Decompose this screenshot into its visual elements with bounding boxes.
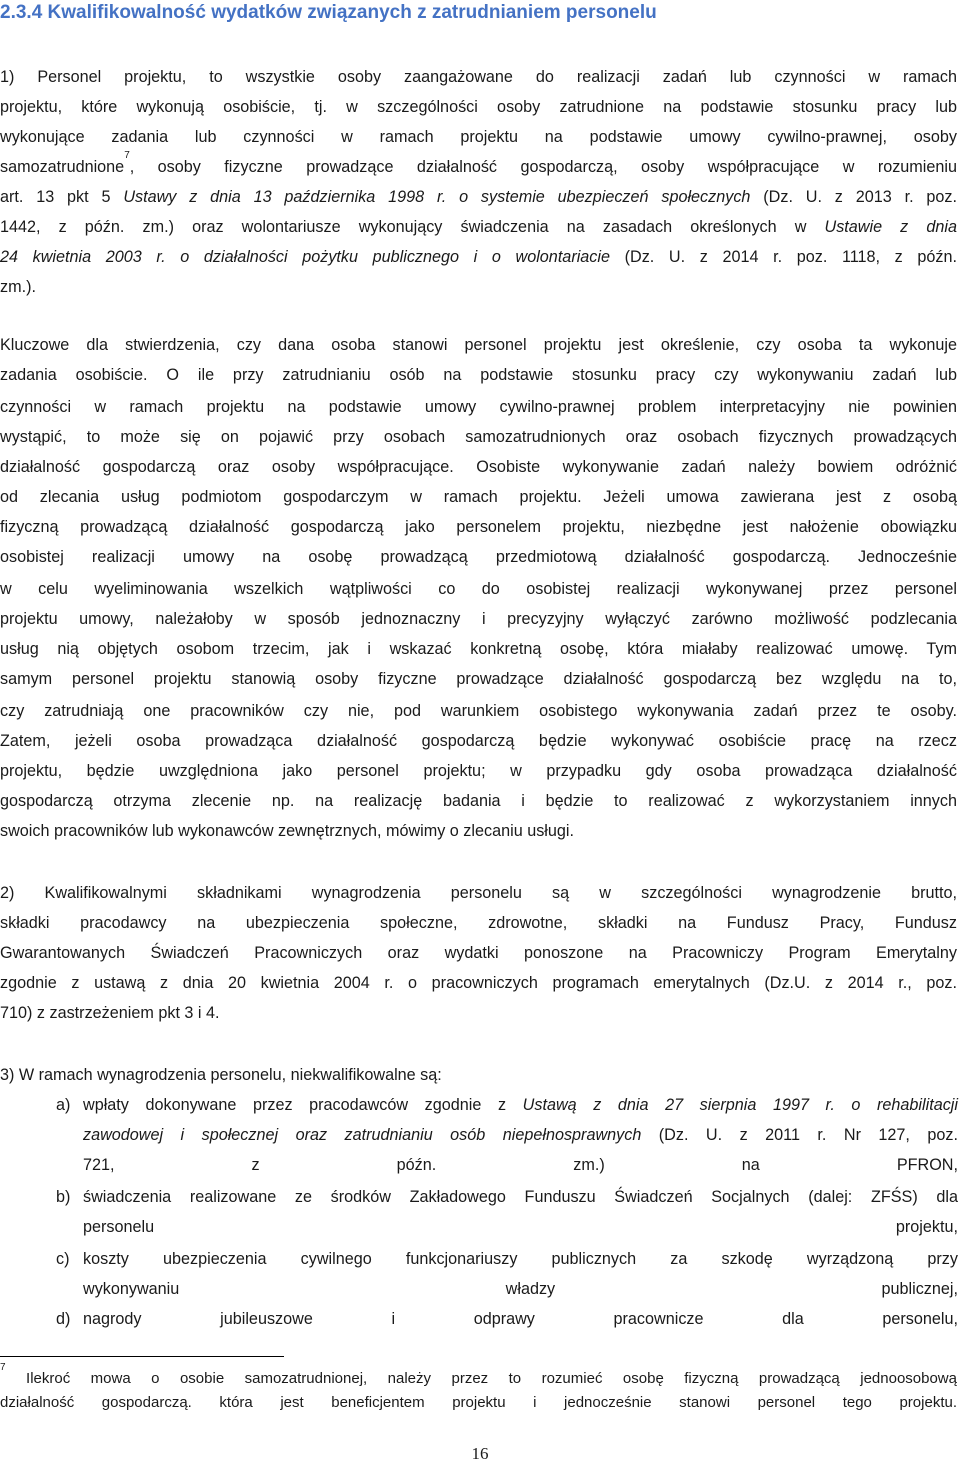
p2-line-8: osobistej realizacji umowy na osobę prowadzącą przedmiotową działalność gospodarczą. Jednocześnie xyxy=(0,548,957,566)
list-d-line-1: nagrody jubileuszowe i odprawy pracownicze dla personelu, xyxy=(83,1310,958,1328)
p3-line-1: 2) Kwalifikowalnymi składnikami wynagrodzenia personelu są w szczególności wynagrodzenie brutto, xyxy=(0,884,957,902)
footnote-line-2: działalność gospodarczą. która jest beneficjentem projektu i jednocześnie stanowi personel tego projektu. xyxy=(0,1394,957,1411)
p2-line-11: usług nią objętych osobom trzecim, jak i wskazać konkretną osobę, która miałaby realizować umowę. Tym xyxy=(0,640,957,658)
footnote-separator xyxy=(0,1356,284,1357)
list-a-line-3: 721, z późn. zm.) na PFRON, xyxy=(83,1156,958,1174)
p2-line-15: projektu, będzie uwzględniona jako personel projektu; w przypadku gdy osoba prowadząca działalność xyxy=(0,762,957,780)
footnote-mark: 7 xyxy=(0,1362,6,1373)
p1-line-7 xyxy=(0,242,957,272)
p1-line-4 xyxy=(0,152,957,182)
statute-title: 24 kwietnia 2003 r. o działalności pożytku publicznego i o wolontariacie xyxy=(0,248,610,266)
p1-text: art. 13 pkt 5 xyxy=(0,188,124,206)
p3-line-3: Gwarantowanych Świadczeń Pracowniczych oraz wydatki ponoszone na Pracowniczy Program Emerytalny xyxy=(0,944,957,962)
p3-line-5: 710) z zastrzeżeniem pkt 3 i 4. xyxy=(0,1004,220,1022)
p2-line-4: wystąpić, to może się on pojawić przy osobach samozatrudnionych oraz osobach fizycznych prowadzących xyxy=(0,428,957,446)
p2-line-10: projektu umowy, należałoby w sposób jednoznaczny i precyzyjny wyłączyć zarówno możliwość podzlecania xyxy=(0,610,957,628)
statute-title: Ustawy z dnia 13 października 1998 r. o systemie ubezpieczeń społecznych xyxy=(123,188,751,206)
statute-title: Ustawą z dnia 27 sierpnia 1997 r. o rehabilitacji xyxy=(522,1096,958,1114)
statute-title: Ustawie z dnia xyxy=(824,218,957,236)
p1-line-6 xyxy=(0,212,957,242)
p3-line-2: składki pracodawcy na ubezpieczenia społeczne, zdrowotne, składki na Fundusz Pracy, Fundusz xyxy=(0,914,957,932)
list-b-line-2: personelu projektu, xyxy=(83,1218,958,1236)
p2-line-3: czynności w ramach projektu na podstawie umowy cywilno-prawnej problem interpretacyjny nie powinien xyxy=(0,398,957,416)
list-marker-a: a) xyxy=(56,1096,71,1114)
p2-line-16: gospodarczą otrzyma zlecenie np. na realizację badania i będzie to realizować z wykorzystaniem innych xyxy=(0,792,957,810)
list-marker-d: d) xyxy=(56,1310,71,1328)
p1-line-8: zm.). xyxy=(0,278,36,296)
p4-intro: 3) W ramach wynagrodzenia personelu, niekwalifikowalne są: xyxy=(0,1066,442,1084)
p1-text: ) oraz wolontariusze wykonujący świadczenia na zasadach określonych w xyxy=(168,218,825,236)
footnote-reference: 7 xyxy=(124,150,130,161)
section-heading: 2.3.4 Kwalifikowalność wydatków związanych z zatrudnianiem personelu xyxy=(0,2,657,23)
statute-title: zawodowej i społecznej oraz zatrudnianiu osób niepełnosprawnych xyxy=(83,1126,642,1144)
p2-line-13: czy zatrudniają one pracowników czy nie, pod warunkiem osobistego wykonywania zadań przez te osoby. xyxy=(0,702,957,720)
p1-line-3: wykonujące zadania lub czynności w ramach projektu na podstawie umowy cywilno-prawnej, osoby xyxy=(0,128,957,146)
p2-line-17: swoich pracowników lub wykonawców zewnętrznych, mówimy o zlecaniu usługi. xyxy=(0,822,574,840)
list-marker-c: c) xyxy=(56,1250,70,1268)
list-a-line-1 xyxy=(83,1090,958,1120)
p3-line-4: zgodnie z ustawą z dnia 20 kwietnia 2004 r. o pracowniczych programach emerytalnych (Dz.U. z 2014 r., poz. xyxy=(0,974,957,992)
p1-text: (Dz. U. z 2013 r. poz. xyxy=(750,188,957,206)
list-b-line-1: świadczenia realizowane ze środków Zakładowego Funduszu Świadczeń Socjalnych (dalej: ZFŚS) dla xyxy=(83,1188,958,1206)
list-marker-b: b) xyxy=(56,1188,71,1206)
p1-line-5 xyxy=(0,182,957,212)
p2-line-2: zadania osobiście. O ile przy zatrudnianiu osób na podstawie stosunku pracy czy wykonywaniu zadań lub xyxy=(0,366,957,384)
page-number: 16 xyxy=(471,1444,489,1463)
p1-text: , osoby fizyczne prowadzące działalność gospodarczą, osoby współpracujące w rozumieniu xyxy=(129,158,957,176)
list-c-line-1: koszty ubezpieczenia cywilnego funkcjonariuszy publicznych za szkodę wyrządzoną przy xyxy=(83,1250,958,1268)
p2-line-1: Kluczowe dla stwierdzenia, czy dana osoba stanowi personel projektu jest określenie, czy osoba ta wykonuje xyxy=(0,336,957,354)
list-c-line-2: wykonywaniu władzy publicznej, xyxy=(83,1280,958,1298)
p1-text: (Dz. U. z 2014 r. poz. 1118, z późn. xyxy=(610,248,957,266)
p1-text: samozatrudnione xyxy=(0,158,125,176)
footnote-text: Ilekroć mowa o osobie samozatrudnionej, należy przez to rozumieć osobę fizyczną prowadzącą jednoosobową xyxy=(5,1370,957,1387)
list-text: wpłaty dokonywane przez pracodawców zgodnie z xyxy=(83,1096,523,1114)
footnote-line-1 xyxy=(0,1362,957,1392)
p2-line-6: od zlecania usług podmiotom gospodarczym w ramach projektu. Jeżeli umowa zawierana jest z osobą xyxy=(0,488,957,506)
p2-line-5: działalność gospodarczą oraz osoby współpracujące. Osobiste wykonywanie zadań należy bowiem odróżnić xyxy=(0,458,957,476)
p2-line-7: fizyczną prowadzącą działalność gospodarczą jako personelem projektu, niezbędne jest nałożenie obowiązku xyxy=(0,518,957,536)
p1-line-2: projektu, które wykonują osobiście, tj. w szczególności osoby zatrudnione na podstawie stosunku pracy lub xyxy=(0,98,957,116)
p1-line-1: 1) Personel projektu, to wszystkie osoby zaangażowane do realizacji zadań lub czynności w ramach xyxy=(0,68,957,86)
list-text: (Dz. U. z 2011 r. Nr 127, poz. xyxy=(641,1126,958,1144)
p1-text: 1442, z późn. zm. xyxy=(0,218,169,236)
p2-line-9: w celu wyeliminowania wszelkich wątpliwości co do osobistej realizacji wykonywanej przez personel xyxy=(0,580,957,598)
list-a-line-2 xyxy=(83,1120,958,1150)
p2-line-14: Zatem, jeżeli osoba prowadząca działalność gospodarczą będzie wykonywać osobiście pracę na rzecz xyxy=(0,732,957,750)
p2-line-12: samym personel projektu stanowią osoby fizyczne prowadzące działalność gospodarczą bez względu na to, xyxy=(0,670,957,688)
